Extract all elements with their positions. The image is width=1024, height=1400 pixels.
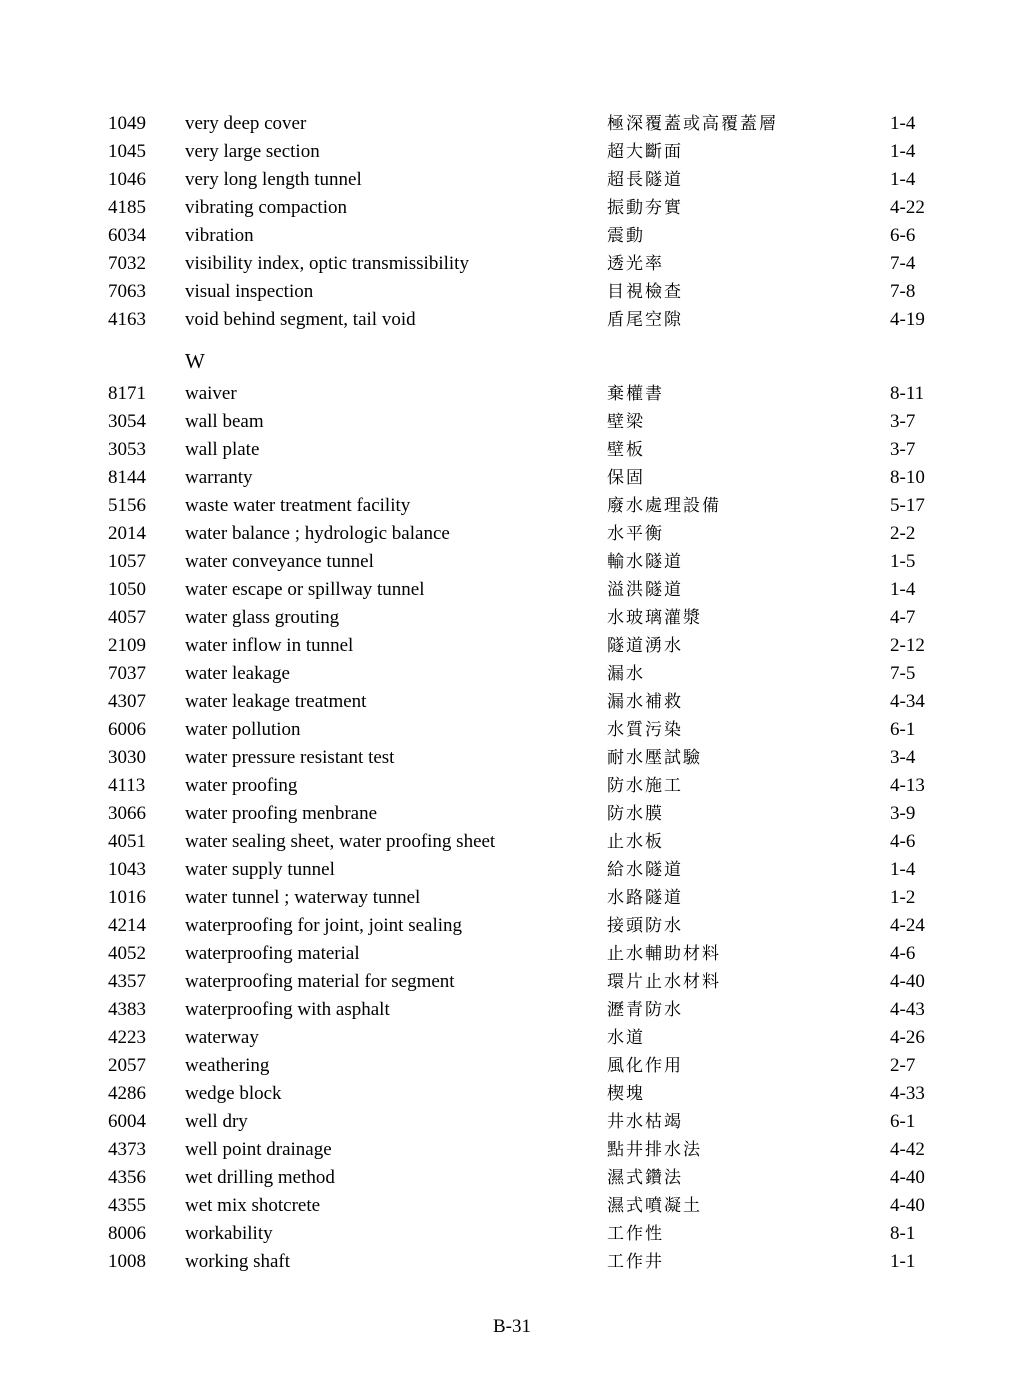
- entry-section-ref: 7-5: [890, 663, 916, 684]
- entry-term: wall beam: [185, 411, 264, 432]
- entry-section-ref: 4-19: [890, 309, 925, 330]
- entry-id: 1046: [108, 169, 146, 190]
- entry-chinese-term: 超大斷面: [607, 142, 683, 162]
- glossary-entry: [0, 194, 1024, 222]
- entry-id: 3066: [108, 803, 146, 824]
- glossary-entry: [0, 744, 1024, 772]
- entry-chinese-term: 輸水隧道: [607, 552, 683, 572]
- entry-term: waterproofing with asphalt: [185, 999, 390, 1020]
- entry-term: waterproofing for joint, joint sealing: [185, 915, 463, 936]
- glossary-entry: [0, 576, 1024, 604]
- entry-section-ref: 1-1: [890, 1251, 916, 1272]
- entry-chinese-term: 震動: [607, 226, 645, 246]
- entry-term: water proofing menbrane: [185, 803, 378, 824]
- entry-section-ref: 4-33: [890, 1083, 925, 1104]
- glossary-entry: [0, 110, 1024, 138]
- entry-id: 4113: [108, 775, 146, 796]
- glossary-entry: [0, 856, 1024, 884]
- entry-chinese-term: 水平衡: [607, 524, 664, 544]
- entry-term: water leakage: [185, 663, 290, 684]
- entry-term: waste water treatment facility: [185, 495, 411, 516]
- entry-id: 1049: [108, 113, 146, 134]
- entry-id: 6034: [108, 225, 146, 246]
- entry-chinese-term: 棄權書: [607, 384, 664, 404]
- entry-chinese-term: 振動夯實: [607, 198, 683, 218]
- entry-id: 4383: [108, 999, 146, 1020]
- entry-chinese-term: 超長隧道: [607, 170, 683, 190]
- entry-term: wall plate: [185, 439, 260, 460]
- entry-section-ref: 3-9: [890, 803, 916, 824]
- entry-term: void behind segment, tail void: [185, 309, 416, 330]
- glossary-entry: [0, 968, 1024, 996]
- entry-id: 4052: [108, 943, 146, 964]
- entry-section-ref: 4-6: [890, 943, 916, 964]
- entry-id: 4057: [108, 607, 146, 628]
- entry-section-ref: 6-1: [890, 719, 916, 740]
- entry-section-ref: 4-13: [890, 775, 925, 796]
- entry-chinese-term: 極深覆蓋或高覆蓋層: [607, 114, 778, 134]
- entry-section-ref: 8-1: [890, 1223, 916, 1244]
- entry-id: 2057: [108, 1055, 146, 1076]
- entry-chinese-term: 工作井: [607, 1252, 664, 1272]
- glossary-entry: [0, 138, 1024, 166]
- entry-section-ref: 4-40: [890, 1167, 925, 1188]
- entry-chinese-term: 耐水壓試驗: [607, 748, 702, 768]
- glossary-entry: [0, 436, 1024, 464]
- entry-chinese-term: 水道: [607, 1028, 645, 1048]
- entry-chinese-term: 瀝青防水: [607, 1000, 683, 1020]
- entry-section-ref: 4-34: [890, 691, 925, 712]
- entry-section-ref: 4-24: [890, 915, 925, 936]
- glossary-entry: [0, 716, 1024, 744]
- entry-id: 5156: [108, 495, 146, 516]
- entry-chinese-term: 水路隧道: [607, 888, 683, 908]
- entry-chinese-term: 隧道湧水: [607, 636, 683, 656]
- glossary-entry: [0, 660, 1024, 688]
- entry-section-ref: 4-26: [890, 1027, 925, 1048]
- glossary-entry: [0, 278, 1024, 306]
- entry-term: well dry: [185, 1111, 248, 1132]
- entry-chinese-term: 濕式噴凝土: [607, 1196, 702, 1216]
- entry-term: waiver: [185, 383, 237, 404]
- entry-term: waterproofing material for segment: [185, 971, 455, 992]
- entry-id: 8006: [108, 1223, 146, 1244]
- entry-term: water pollution: [185, 719, 301, 740]
- entry-id: 2014: [108, 523, 146, 544]
- entry-chinese-term: 目視檢查: [607, 282, 683, 302]
- entry-chinese-term: 漏水補救: [607, 692, 683, 712]
- entry-id: 1050: [108, 579, 146, 600]
- entry-id: 4307: [108, 691, 146, 712]
- entry-id: 7032: [108, 253, 146, 274]
- entry-section-ref: 3-4: [890, 747, 916, 768]
- entry-section-ref: 2-2: [890, 523, 916, 544]
- entry-id: 6004: [108, 1111, 146, 1132]
- entry-id: 4286: [108, 1083, 146, 1104]
- entry-term: well point drainage: [185, 1139, 332, 1160]
- entry-id: 1045: [108, 141, 146, 162]
- entry-term: wet mix shotcrete: [185, 1195, 321, 1216]
- glossary-entry: [0, 1052, 1024, 1080]
- glossary-entry: [0, 1108, 1024, 1136]
- entry-chinese-term: 盾尾空隙: [607, 310, 683, 330]
- entry-chinese-term: 濕式鑽法: [607, 1168, 683, 1188]
- entry-chinese-term: 止水輔助材料: [607, 944, 721, 964]
- entry-section-ref: 3-7: [890, 411, 916, 432]
- entry-term: water proofing: [185, 775, 298, 796]
- entry-section-ref: 1-2: [890, 887, 916, 908]
- entry-term: water sealing sheet, water proofing sheet: [185, 831, 496, 852]
- entry-id: 1057: [108, 551, 146, 572]
- entry-section-ref: 2-7: [890, 1055, 916, 1076]
- entry-id: 4373: [108, 1139, 146, 1160]
- entry-term: waterway: [185, 1027, 259, 1048]
- entry-id: 3030: [108, 747, 146, 768]
- entry-term: visibility index, optic transmissibility: [185, 253, 469, 274]
- entry-section-ref: 7-8: [890, 281, 916, 302]
- glossary-entry: [0, 996, 1024, 1024]
- entry-term: water conveyance tunnel: [185, 551, 374, 572]
- entry-section-ref: 4-43: [890, 999, 925, 1020]
- entry-chinese-term: 楔塊: [607, 1084, 645, 1104]
- entry-chinese-term: 止水板: [607, 832, 664, 852]
- entry-id: 8144: [108, 467, 146, 488]
- glossary-entry: [0, 828, 1024, 856]
- entry-section-ref: 1-4: [890, 141, 916, 162]
- entry-term: warranty: [185, 467, 253, 488]
- entry-section-ref: 6-6: [890, 225, 916, 246]
- glossary-entry: [0, 1136, 1024, 1164]
- glossary-entry: [0, 1164, 1024, 1192]
- entry-term: very large section: [185, 141, 320, 162]
- glossary-entry: [0, 1220, 1024, 1248]
- glossary-entry: [0, 250, 1024, 278]
- entry-id: 2109: [108, 635, 146, 656]
- glossary-entry: [0, 520, 1024, 548]
- entry-term: water pressure resistant test: [185, 747, 395, 768]
- entry-section-ref: 4-40: [890, 1195, 925, 1216]
- entry-id: 3053: [108, 439, 146, 460]
- glossary-entry: [0, 800, 1024, 828]
- entry-chinese-term: 透光率: [607, 254, 664, 274]
- glossary-entry: [0, 940, 1024, 968]
- entry-id: 4051: [108, 831, 146, 852]
- entry-id: 4214: [108, 915, 146, 936]
- glossary-entry: [0, 548, 1024, 576]
- entry-chinese-term: 環片止水材料: [607, 972, 721, 992]
- entry-section-ref: 1-4: [890, 169, 916, 190]
- entry-section-ref: 3-7: [890, 439, 916, 460]
- entry-term: water supply tunnel: [185, 859, 335, 880]
- entry-chinese-term: 溢洪隧道: [607, 580, 683, 600]
- entry-id: 4355: [108, 1195, 146, 1216]
- entry-section-ref: 1-4: [890, 859, 916, 880]
- entry-section-ref: 5-17: [890, 495, 925, 516]
- entry-section-ref: 8-11: [890, 383, 925, 404]
- entry-section-ref: 4-42: [890, 1139, 925, 1160]
- entry-term: water balance ; hydrologic balance: [185, 523, 450, 544]
- entry-term: wedge block: [185, 1083, 282, 1104]
- glossary-entry: [0, 632, 1024, 660]
- glossary-entry: [0, 884, 1024, 912]
- entry-term: workability: [185, 1223, 273, 1244]
- entry-id: 7063: [108, 281, 146, 302]
- entry-term: waterproofing material: [185, 943, 360, 964]
- entry-term: water tunnel ; waterway tunnel: [185, 887, 421, 908]
- entry-chinese-term: 壁梁: [607, 412, 645, 432]
- entry-term: wet drilling method: [185, 1167, 335, 1188]
- glossary-entry: [0, 1192, 1024, 1220]
- glossary-entry: [0, 492, 1024, 520]
- entry-chinese-term: 水質污染: [607, 720, 683, 740]
- entry-id: 3054: [108, 411, 146, 432]
- entry-chinese-term: 漏水: [607, 664, 645, 684]
- entry-chinese-term: 廢水處理設備: [607, 496, 721, 516]
- entry-chinese-term: 工作性: [607, 1224, 664, 1244]
- entry-term: vibration: [185, 225, 254, 246]
- glossary-entry: [0, 772, 1024, 800]
- entry-chinese-term: 風化作用: [607, 1056, 683, 1076]
- entry-section-ref: 4-40: [890, 971, 925, 992]
- entry-id: 8171: [108, 383, 146, 404]
- glossary-entry: [0, 604, 1024, 632]
- entry-id: 4356: [108, 1167, 146, 1188]
- entry-chinese-term: 壁板: [607, 440, 645, 460]
- entry-section-ref: 1-4: [890, 579, 916, 600]
- entry-id: 7037: [108, 663, 146, 684]
- entry-id: 1043: [108, 859, 146, 880]
- glossary-entry: [0, 1080, 1024, 1108]
- glossary-entry: [0, 464, 1024, 492]
- entry-chinese-term: 防水施工: [607, 776, 683, 796]
- entry-id: 6006: [108, 719, 146, 740]
- entry-term: water leakage treatment: [185, 691, 367, 712]
- glossary-entry: [0, 166, 1024, 194]
- entry-term: vibrating compaction: [185, 197, 347, 218]
- entry-id: 4223: [108, 1027, 146, 1048]
- glossary-entry: [0, 912, 1024, 940]
- glossary-entry: [0, 306, 1024, 334]
- glossary-entry: [0, 380, 1024, 408]
- entry-chinese-term: 水玻璃灌漿: [607, 608, 702, 628]
- glossary-entry: [0, 688, 1024, 716]
- entry-section-ref: 2-12: [890, 635, 925, 656]
- entry-section-ref: 8-10: [890, 467, 925, 488]
- entry-id: 1008: [108, 1251, 146, 1272]
- entry-chinese-term: 防水膜: [607, 804, 664, 824]
- entry-term: water inflow in tunnel: [185, 635, 354, 656]
- glossary-entry: [0, 1024, 1024, 1052]
- entry-section-ref: 1-5: [890, 551, 916, 572]
- entry-term: very deep cover: [185, 113, 307, 134]
- entry-chinese-term: 保固: [607, 468, 645, 488]
- glossary-list: [0, 110, 1024, 1276]
- entry-chinese-term: 點井排水法: [607, 1140, 702, 1160]
- entry-section-ref: 1-4: [890, 113, 916, 134]
- glossary-entry: [0, 222, 1024, 250]
- entry-section-ref: 7-4: [890, 253, 916, 274]
- glossary-entry: [0, 408, 1024, 436]
- entry-chinese-term: 給水隧道: [607, 860, 683, 880]
- section-letter: W: [185, 349, 205, 373]
- glossary-entry: [0, 1248, 1024, 1276]
- entry-section-ref: 4-7: [890, 607, 916, 628]
- entry-section-ref: 6-1: [890, 1111, 916, 1132]
- entry-section-ref: 4-6: [890, 831, 916, 852]
- entry-chinese-term: 井水枯竭: [607, 1112, 683, 1132]
- entry-term: visual inspection: [185, 281, 314, 302]
- entry-id: 4185: [108, 197, 146, 218]
- entry-term: water glass grouting: [185, 607, 340, 628]
- entry-id: 4163: [108, 309, 146, 330]
- entry-id: 4357: [108, 971, 146, 992]
- section-heading-row: [0, 334, 1024, 380]
- entry-term: working shaft: [185, 1251, 291, 1272]
- page-number: B-31: [493, 1316, 531, 1337]
- entry-term: water escape or spillway tunnel: [185, 579, 425, 600]
- entry-term: weathering: [185, 1055, 270, 1076]
- entry-term: very long length tunnel: [185, 169, 362, 190]
- entry-chinese-term: 接頭防水: [607, 916, 683, 936]
- entry-section-ref: 4-22: [890, 197, 925, 218]
- entry-id: 1016: [108, 887, 146, 908]
